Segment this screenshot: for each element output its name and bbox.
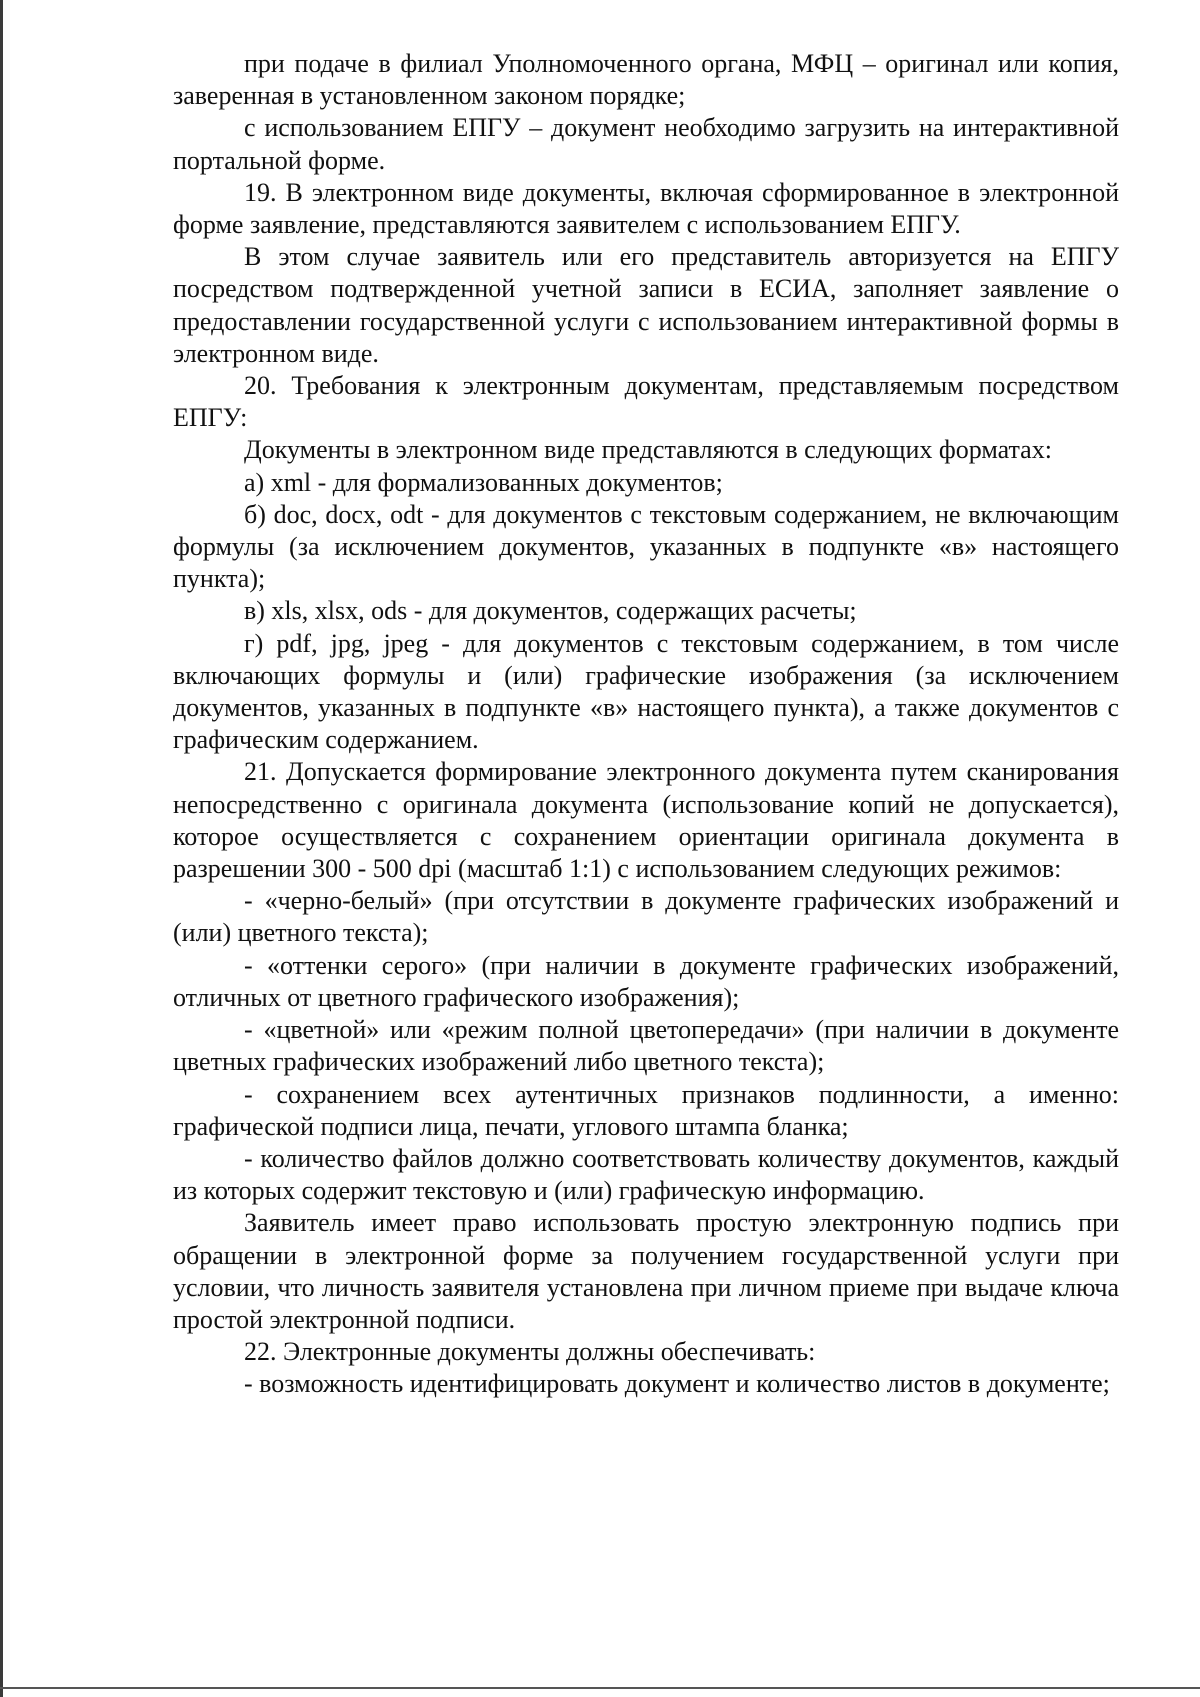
paragraph-item-21: 21. Допускается формирование электронного документа путем сканирования непосредственно с оригинала документа (использование копий не допускается), которое осуществляется с сохранением ориентации оригинала документа в разрешении 300 - 500 dpi (масштаб 1:1) с использованием следующих режимов: [173, 757, 1119, 884]
paragraph-format-a: а) xml - для формализованных документов; [244, 467, 723, 497]
paragraph-item-22: 22. Электронные документы должны обеспечивать: [244, 1337, 816, 1367]
paragraph-format-g: г) pdf, jpg, jpeg - для документов с текстовым содержанием, в том числе включающих формулы и (или) графические изображения (за исключением документов, указанных в подпункте «в» настоящего пункта), а также документов с графическим содержанием. [173, 628, 1119, 755]
paragraph-item-20: 20. Требования к электронным документам, представляемым посредством ЕПГУ: [173, 371, 1119, 433]
paragraph-authenticity: - сохранением всех аутентичных признаков подлинности, а именно: графической подписи лица, печати, углового штампа бланка; [173, 1079, 1119, 1141]
scan-edge-bottom [0, 1687, 1200, 1689]
document-body [173, 48, 1119, 1401]
paragraph-format-v: в) xls, xlsx, ods - для документов, содержащих расчеты; [244, 596, 857, 626]
paragraph-identify-document: - возможность идентифицировать документ и количество листов в документе; [244, 1369, 1110, 1399]
paragraph-mode-bw: - «черно-белый» (при отсутствии в документе графических изображений и (или) цветного текста); [173, 886, 1119, 948]
paragraph-authorization: В этом случае заявитель или его представитель авторизуется на ЕПГУ посредством подтвержденной учетной записи в ЕСИА, заполняет заявление о предоставлении государственной услуги с использованием интерактивной формы в электронном виде. [173, 242, 1119, 368]
paragraph-file-count: - количество файлов должно соответствовать количеству документов, каждый из которых содержит текстовую и (или) графическую информацию. [173, 1143, 1119, 1206]
paragraph-mode-color: - «цветной» или «режим полной цветопередачи» (при наличии в документе цветных графических изображений либо цветного текста); [173, 1015, 1119, 1077]
paragraph-submission-branch: при подаче в филиал Уполномоченного органа, МФЦ – оригинал или копия, заверенная в установленном законом порядке; [173, 49, 1119, 111]
paragraph-formats-intro: Документы в электронном виде представляются в следующих форматах: [244, 435, 1052, 465]
scan-edge-left [0, 0, 3, 1697]
paragraph-format-b: б) doc, docx, odt - для документов с текстовым содержанием, не включающим формулы (за исключением документов, указанных в подпункте «в» настоящего пункта); [173, 499, 1119, 594]
paragraph-simple-signature: Заявитель имеет право использовать простую электронную подпись при обращении в электронной форме за получением государственной услуги при условии, что личность заявителя установлена при личном приеме при выдаче ключа простой электронной подписи. [173, 1208, 1119, 1334]
paragraph-item-19: 19. В электронном виде документы, включая сформированное в электронной форме заявление, представляются заявителем с использованием ЕПГУ. [173, 177, 1119, 240]
paragraph-submission-epgu: с использованием ЕПГУ – документ необходимо загрузить на интерактивной портальной форме. [173, 113, 1119, 175]
paragraph-mode-grayscale: - «оттенки серого» (при наличии в документе графических изображений, отличных от цветного графического изображения); [173, 950, 1119, 1012]
